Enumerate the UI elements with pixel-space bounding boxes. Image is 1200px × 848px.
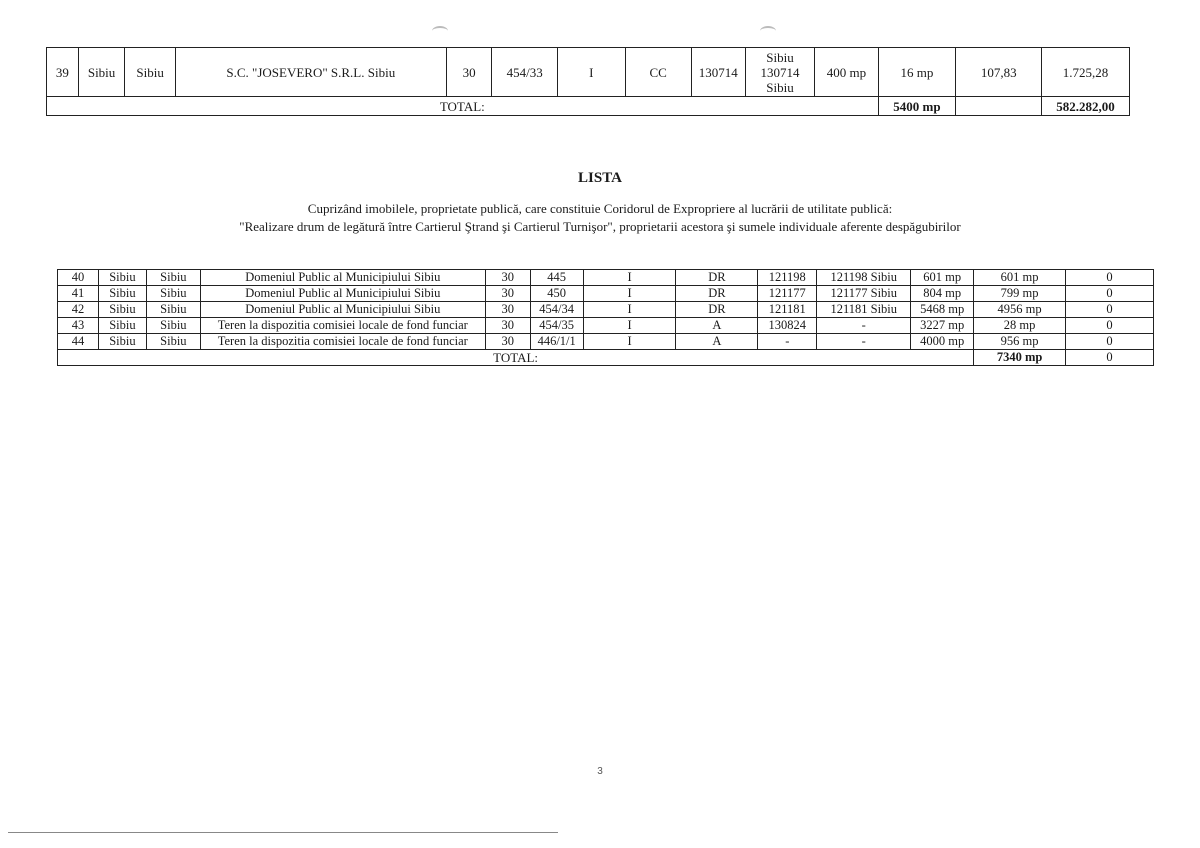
cell-tarla: 30 bbox=[446, 48, 491, 97]
cell-localitate: Sibiu bbox=[146, 270, 200, 286]
list-description-line1: Cuprizând imobilele, proprietate publică, care constituie Coridorul de Expropriere al lucrării de utilitate publică: bbox=[307, 201, 893, 216]
cell-zona: I bbox=[583, 270, 676, 286]
cell-localitate: Sibiu bbox=[146, 302, 200, 318]
cell-zona: I bbox=[583, 318, 676, 334]
cell-nr-cadastral: 121198 bbox=[758, 270, 817, 286]
cell-suprafata-expropriata: 799 mp bbox=[974, 286, 1066, 302]
total-valoare: 582.282,00 bbox=[1042, 97, 1130, 116]
cell-suprafata-expropriata: 956 mp bbox=[974, 334, 1066, 350]
cell-tarla: 30 bbox=[485, 302, 530, 318]
cell-nr-cadastral: 121177 bbox=[758, 286, 817, 302]
cell-nr: 40 bbox=[58, 270, 99, 286]
total-suprafata: 7340 mp bbox=[974, 350, 1066, 366]
cell-judet: Sibiu bbox=[98, 302, 146, 318]
cell-suprafata-expropriata: 4956 mp bbox=[974, 302, 1066, 318]
cell-pret-unitar: 107,83 bbox=[956, 48, 1042, 97]
bottom-table bbox=[57, 269, 1154, 366]
table-row bbox=[58, 318, 1154, 334]
cell-suprafata-totala: 3227 mp bbox=[911, 318, 974, 334]
cell-judet: Sibiu bbox=[98, 286, 146, 302]
cell-judet: Sibiu bbox=[78, 48, 125, 97]
cell-tarla: 30 bbox=[485, 334, 530, 350]
table-row bbox=[58, 302, 1154, 318]
cell-cf: - bbox=[817, 318, 911, 334]
cell-suprafata-expropriata: 601 mp bbox=[974, 270, 1066, 286]
cell-judet: Sibiu bbox=[98, 334, 146, 350]
total-suprafata: 5400 mp bbox=[878, 97, 956, 116]
cell-categorie: A bbox=[676, 334, 758, 350]
cell-cf bbox=[745, 48, 815, 97]
cell-tarla: 30 bbox=[485, 270, 530, 286]
top-table bbox=[46, 47, 1130, 116]
cell-categorie: DR bbox=[676, 302, 758, 318]
cell-proprietar: Domeniul Public al Municipiului Sibiu bbox=[200, 270, 485, 286]
list-title: LISTA bbox=[578, 170, 622, 186]
scan-artifact bbox=[432, 26, 448, 36]
table-row bbox=[47, 48, 1130, 97]
cell-valoare: 0 bbox=[1066, 302, 1154, 318]
cell-valoare: 1.725,28 bbox=[1042, 48, 1130, 97]
table-row bbox=[58, 286, 1154, 302]
cf-line: 130714 bbox=[760, 64, 800, 80]
table-row bbox=[58, 270, 1154, 286]
cell-cf: 121198 Sibiu bbox=[817, 270, 911, 286]
total-label: TOTAL: bbox=[58, 350, 974, 366]
cell-parcela: 454/33 bbox=[492, 48, 558, 97]
cell-localitate: Sibiu bbox=[146, 286, 200, 302]
cell-nr: 39 bbox=[47, 48, 79, 97]
footer-rule bbox=[8, 832, 558, 833]
cell-cf: 121181 Sibiu bbox=[817, 302, 911, 318]
cell-parcela: 454/35 bbox=[530, 318, 583, 334]
cell-valoare: 0 bbox=[1066, 286, 1154, 302]
total-valoare: 0 bbox=[1066, 350, 1154, 366]
cell-localitate: Sibiu bbox=[146, 318, 200, 334]
cell-cf: - bbox=[817, 334, 911, 350]
scan-artifact bbox=[760, 26, 776, 36]
cell-zona: I bbox=[583, 334, 676, 350]
cell-nr-cadastral: 121181 bbox=[758, 302, 817, 318]
total-label: TOTAL: bbox=[47, 97, 879, 116]
total-empty bbox=[956, 97, 1042, 116]
cell-zona: I bbox=[558, 48, 626, 97]
cell-suprafata-expropriata: 28 mp bbox=[974, 318, 1066, 334]
cell-nr: 43 bbox=[58, 318, 99, 334]
cell-localitate: Sibiu bbox=[146, 334, 200, 350]
cell-parcela: 454/34 bbox=[530, 302, 583, 318]
cell-proprietar: Teren la dispozitia comisiei locale de fond funciar bbox=[200, 318, 485, 334]
cf-line: Sibiu bbox=[766, 49, 794, 65]
cell-nr: 42 bbox=[58, 302, 99, 318]
cell-judet: Sibiu bbox=[98, 318, 146, 334]
total-row bbox=[58, 350, 1154, 366]
cell-tarla: 30 bbox=[485, 318, 530, 334]
cell-nr: 44 bbox=[58, 334, 99, 350]
cell-proprietar: Teren la dispozitia comisiei locale de fond funciar bbox=[200, 334, 485, 350]
cell-nr-cadastral: 130714 bbox=[691, 48, 745, 97]
cell-proprietar: Domeniul Public al Municipiului Sibiu bbox=[200, 286, 485, 302]
cell-zona: I bbox=[583, 286, 676, 302]
list-description-line2: "Realizare drum de legătură între Cartierul Ştrand şi Cartierul Turnişor", proprietarii acestora şi sumele individuale aferente despăgubirilor bbox=[239, 219, 961, 234]
cell-categorie: CC bbox=[625, 48, 691, 97]
cell-valoare: 0 bbox=[1066, 318, 1154, 334]
cell-localitate: Sibiu bbox=[125, 48, 175, 97]
cell-suprafata-totala: 601 mp bbox=[911, 270, 974, 286]
cell-suprafata-totala: 4000 mp bbox=[911, 334, 974, 350]
cell-parcela: 446/1/1 bbox=[530, 334, 583, 350]
cell-nr-cadastral: - bbox=[758, 334, 817, 350]
table-row bbox=[58, 334, 1154, 350]
cell-categorie: DR bbox=[676, 286, 758, 302]
cell-nr-cadastral: 130824 bbox=[758, 318, 817, 334]
cell-proprietar: S.C. "JOSEVERO" S.R.L. Sibiu bbox=[175, 48, 446, 97]
cell-suprafata-totala: 5468 mp bbox=[911, 302, 974, 318]
cell-proprietar: Domeniul Public al Municipiului Sibiu bbox=[200, 302, 485, 318]
cell-zona: I bbox=[583, 302, 676, 318]
cell-categorie: DR bbox=[676, 270, 758, 286]
cell-parcela: 450 bbox=[530, 286, 583, 302]
cell-cf: 121177 Sibiu bbox=[817, 286, 911, 302]
cell-valoare: 0 bbox=[1066, 270, 1154, 286]
cell-valoare: 0 bbox=[1066, 334, 1154, 350]
cell-suprafata-expropriata: 16 mp bbox=[878, 48, 956, 97]
cf-line: Sibiu bbox=[766, 79, 794, 95]
cell-parcela: 445 bbox=[530, 270, 583, 286]
cell-judet: Sibiu bbox=[98, 270, 146, 286]
cell-suprafata-totala: 400 mp bbox=[815, 48, 878, 97]
page-number: 3 bbox=[597, 766, 603, 777]
cell-tarla: 30 bbox=[485, 286, 530, 302]
cell-categorie: A bbox=[676, 318, 758, 334]
cell-nr: 41 bbox=[58, 286, 99, 302]
cell-suprafata-totala: 804 mp bbox=[911, 286, 974, 302]
total-row bbox=[47, 97, 1130, 116]
